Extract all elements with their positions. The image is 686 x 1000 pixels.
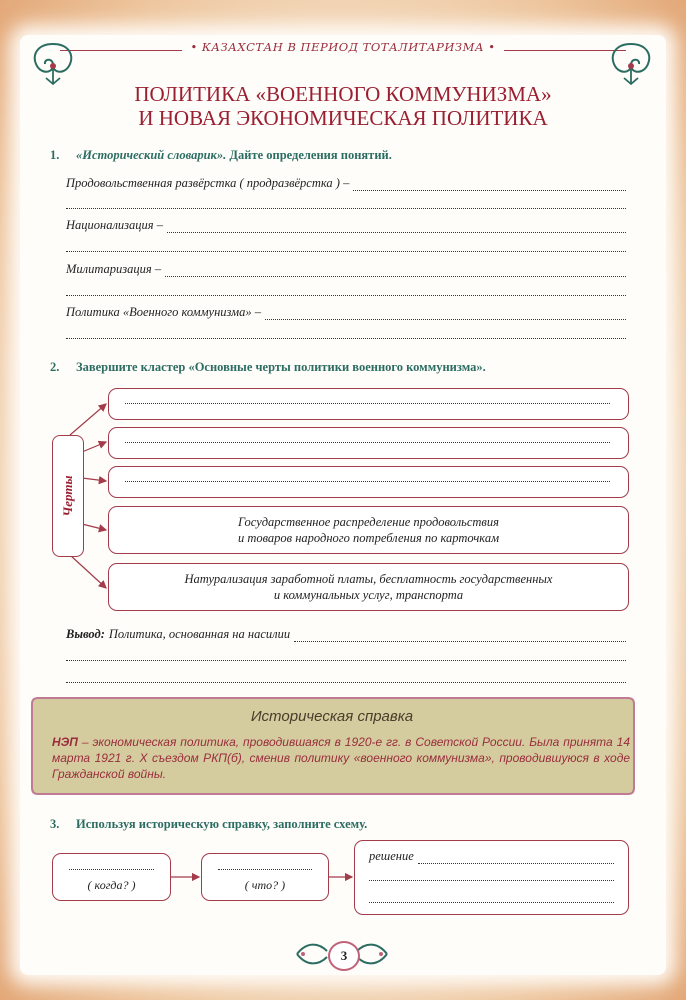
task2-number: 2. xyxy=(50,360,60,374)
cluster-box-empty-1[interactable] xyxy=(108,388,629,420)
answer-dots[interactable] xyxy=(369,880,614,881)
reference-title: Историческая справка xyxy=(250,708,414,725)
answer-dots[interactable] xyxy=(69,869,154,870)
page-number: 3 xyxy=(328,941,360,971)
cluster-box-4-line-1: Государственное распределение продовольствия xyxy=(238,515,499,529)
scheme-box-what[interactable] xyxy=(201,853,329,901)
task3-heading xyxy=(50,817,367,832)
conclusion-text: Политика, основанная на насилии xyxy=(108,627,291,641)
term-label: Продовольственная развёрстка ( продразвёрстка ) – xyxy=(66,176,350,190)
cluster-box-distribution xyxy=(108,506,629,554)
answer-dots[interactable] xyxy=(418,852,614,864)
task3-heading-text: Используя историческую справку, заполните схему. xyxy=(76,817,368,831)
decision-line[interactable] xyxy=(369,849,614,864)
conclusion-label: Вывод: xyxy=(66,627,105,641)
answer-line[interactable] xyxy=(66,649,626,661)
reference-text xyxy=(52,734,630,782)
task1-number: 1. xyxy=(50,148,60,162)
answer-dots[interactable] xyxy=(66,671,626,683)
cluster-box-naturalization xyxy=(108,563,629,611)
task1-heading-italic: «Исторический словарик». xyxy=(76,148,227,162)
task2-heading-text: Завершите кластер «Основные черты политики военного коммунизма». xyxy=(76,360,486,374)
cluster-box-empty-3[interactable] xyxy=(108,466,629,498)
answer-line[interactable] xyxy=(66,671,626,683)
cluster-center-label: Черты xyxy=(52,435,84,557)
answer-dots[interactable] xyxy=(218,869,312,870)
answer-dots[interactable] xyxy=(66,649,626,661)
reference-abbr: НЭП xyxy=(52,735,78,749)
cluster-box-5-line-1: Натурализация заработной платы, бесплатность государственных xyxy=(184,572,553,586)
term-label: Милитаризация – xyxy=(66,262,162,276)
answer-dots[interactable] xyxy=(294,630,626,642)
task3-number: 3. xyxy=(50,817,60,831)
conclusion-line[interactable] xyxy=(66,627,626,642)
task1-heading-rest: Дайте определения понятий. xyxy=(226,148,392,162)
term-label: Национализация – xyxy=(66,218,163,232)
title-line-1: ПОЛИТИКА «ВОЕННОГО КОММУНИЗМА» xyxy=(134,82,552,106)
scheme-box-decision[interactable] xyxy=(354,840,629,915)
answer-dots[interactable] xyxy=(369,902,614,903)
answer-dots[interactable] xyxy=(125,442,610,443)
title-line-2: И НОВАЯ ЭКОНОМИЧЕСКАЯ ПОЛИТИКА xyxy=(138,106,548,130)
answer-dots[interactable] xyxy=(125,481,610,482)
cluster-box-5-line-2: и коммунальных услуг, транспорта xyxy=(273,588,464,602)
scheme-box-when[interactable] xyxy=(52,853,171,901)
cluster-box-4-line-2: и товаров народного потребления по карточкам xyxy=(237,531,500,545)
running-title: • КАЗАХСТАН В ПЕРИОД ТОТАЛИТАРИЗМА • xyxy=(0,40,686,54)
reference-body: – экономическая политика, проводившаяся в 1920-е гг. в Советской России. Была принята 14 марта 1921 г. X съездом РКП(б), сменив политику «военного коммунизма», проводившуюся в ходе Гражданской войны. xyxy=(52,735,630,781)
term-label: Политика «Военного коммунизма» – xyxy=(66,305,261,319)
cluster-box-empty-2[interactable] xyxy=(108,427,629,459)
scheme-caption-what: ( что? ) xyxy=(244,878,286,892)
scheme-caption-when: ( когда? ) xyxy=(87,878,136,892)
answer-dots[interactable] xyxy=(125,403,610,404)
decision-label: решение xyxy=(369,849,414,863)
